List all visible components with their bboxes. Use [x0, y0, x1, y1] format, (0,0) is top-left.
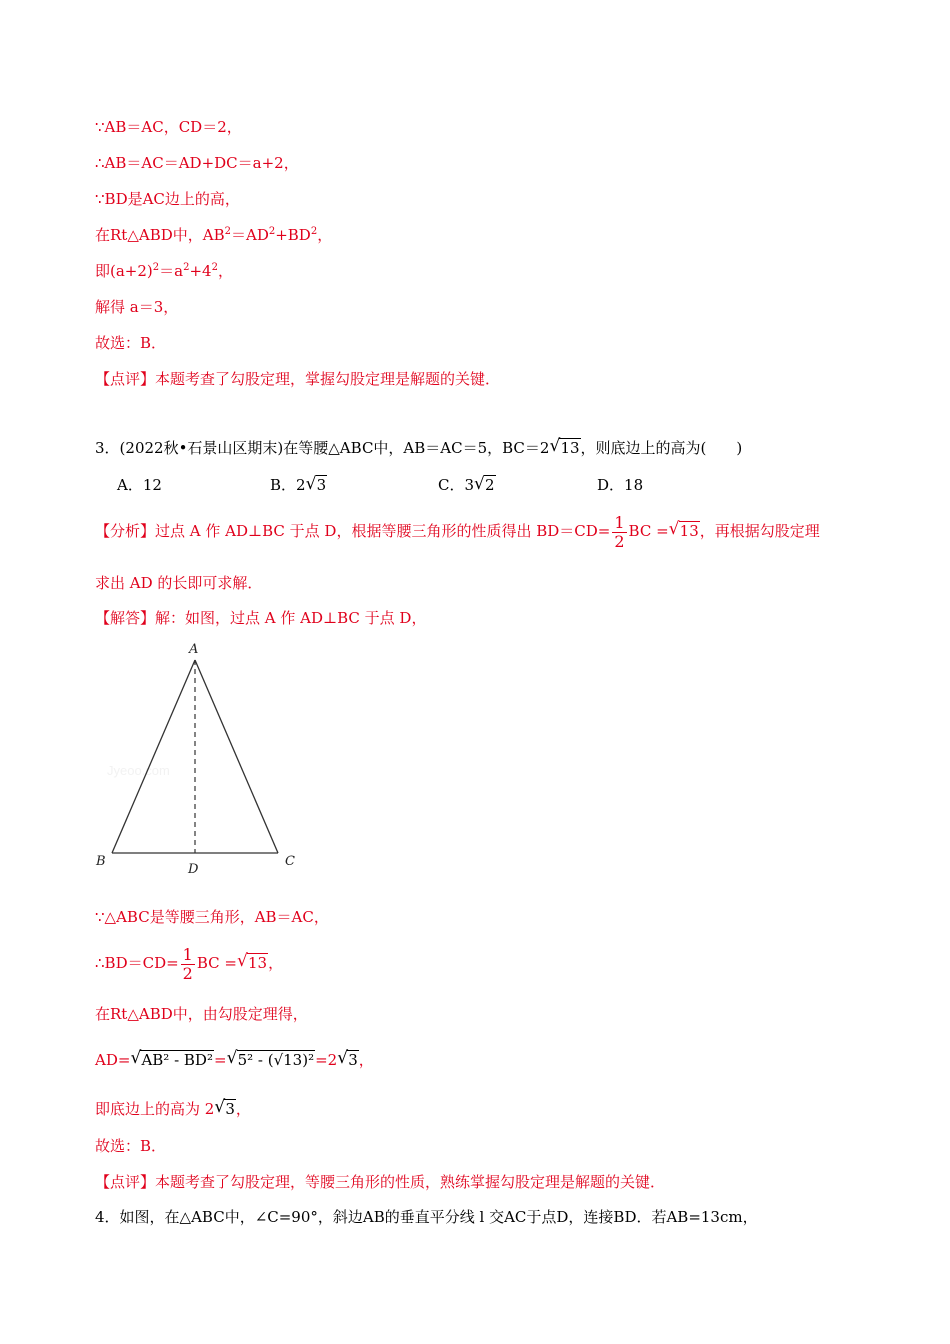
label-c: C — [285, 854, 295, 869]
answer-step-5: 即底边上的高为 2 √ 3， — [95, 1097, 251, 1118]
solution-line-3: ∵BD是AC边上的高， — [95, 190, 240, 208]
label-d: D — [188, 862, 199, 877]
option-a: A．12 — [117, 476, 162, 494]
analysis-line-1: 【分析】过点 A 作 AD⊥BC 于点 D，根据等腰三角形的性质得出 BD＝CD= $\frac{1}{2}$ BC = √ 13，再根据勾股定理 — [95, 512, 820, 551]
label-a: A — [189, 642, 199, 657]
answer-step-2: ∴BD＝CD= $\frac{1}{2}$ BC = √ 13， — [95, 944, 284, 983]
side-ac — [195, 660, 278, 853]
answer-intro: 【解答】解：如图，过点 A 作 AD⊥BC 于点 D， — [95, 609, 427, 627]
answer-step-4: AD= √ AB² - BD²= √ 5² - (√13)²=2 √ 3， — [95, 1048, 374, 1069]
solution-line-6: 解得 a＝3， — [95, 298, 179, 316]
solution-line-1: ∵AB＝AC，CD＝2， — [95, 118, 242, 136]
analysis-line-2: 求出 AD 的长即可求解． — [95, 574, 263, 592]
option-b: B．2 √ 3 — [270, 474, 327, 494]
answer-step-6: 故选：B． — [95, 1137, 167, 1155]
isosceles-triangle-figure — [85, 635, 315, 880]
answer-step-1: ∵△ABC是等腰三角形，AB＝AC， — [95, 908, 329, 926]
side-ab — [112, 660, 195, 853]
solution-line-5: 即$(a+2)^2=a^2+4^2$， — [95, 262, 233, 280]
question-4: 4．如图，在△ABC中，∠C=90°，斜边AB的垂直平分线 l 交AC于点D，连接BD．若AB=13cm， — [95, 1208, 758, 1226]
answer-step-3: 在Rt△ABD中，由勾股定理得， — [95, 1005, 308, 1023]
fraction-half: $\frac{1}{2}$ — [614, 512, 625, 551]
figure-watermark: Jyeoo.com — [107, 763, 170, 778]
review-comment-2: 【点评】本题考查了勾股定理，掌握勾股定理是解题的关键． — [95, 370, 501, 388]
review-comment-3: 【点评】本题考查了勾股定理，等腰三角形的性质，熟练掌握勾股定理是解题的关键． — [95, 1173, 666, 1191]
label-b: B — [96, 854, 106, 869]
question-3: 3．(2022秋•石景山区期末)在等腰△ABC中，AB＝AC＝5，BC＝2 √ 13，则底边上的高为( ) — [95, 436, 743, 457]
option-c: C．3 √ 2 — [438, 474, 495, 494]
option-d: D．18 — [597, 476, 644, 494]
solution-line-4: 在Rt△ABD中，$AB^2=AD^2+BD^2$， — [95, 226, 333, 244]
solution-line-2: ∴AB＝AC＝AD+DC＝a+2， — [95, 154, 299, 172]
solution-line-7: 故选：B． — [95, 334, 167, 352]
